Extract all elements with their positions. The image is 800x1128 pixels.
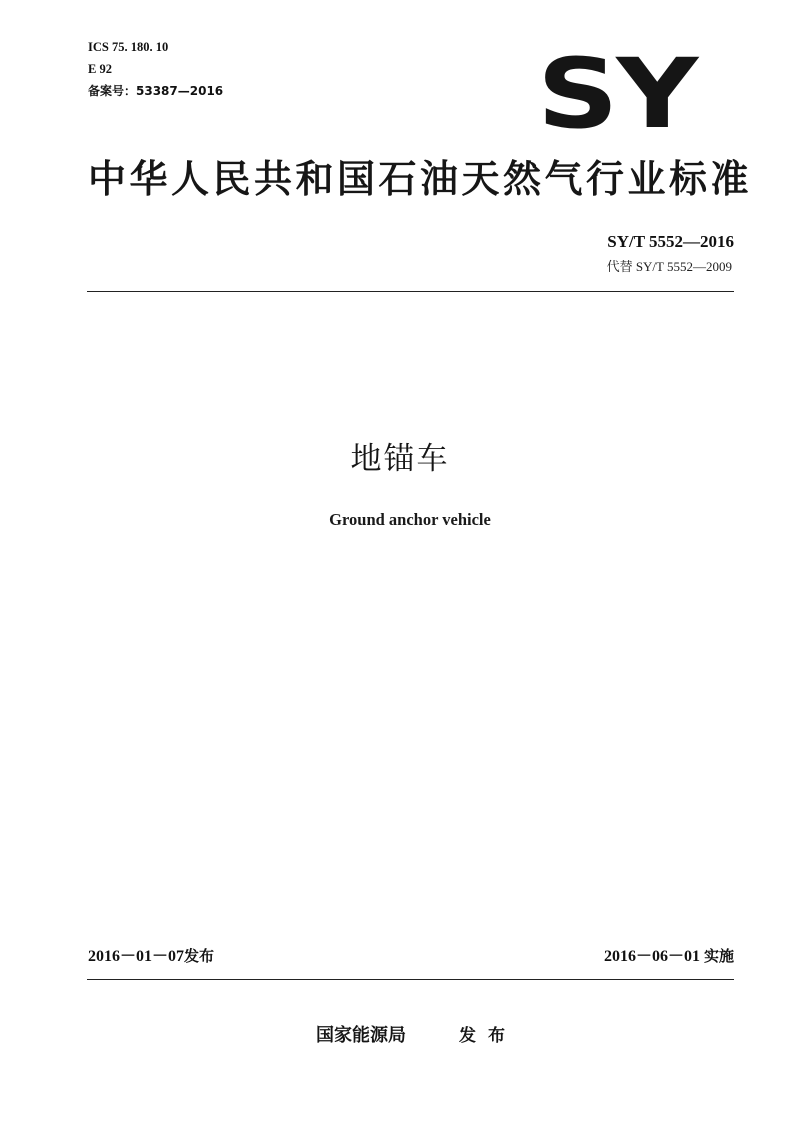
implementation-label: 实施 [703, 947, 734, 965]
issue-label: 发布 [184, 947, 215, 965]
standard-number: SY/T 5552—2016 [607, 232, 734, 251]
bottom-divider [87, 979, 734, 980]
ccs-code: E 92 [88, 62, 112, 76]
sy-logo: SY [537, 38, 696, 150]
issuing-action: 发布 [459, 1026, 517, 1046]
replaced-standard: 代替 SY/T 5552—2009 [606, 259, 732, 274]
document-title-chinese: 地锚车 [350, 441, 450, 477]
implementation-date: 2016－06－01 [603, 948, 700, 965]
record-number: 备案号：53387—2016 [88, 84, 224, 98]
issue-date: 2016－01－07 [88, 948, 185, 965]
standard-category-header: 中华人民共和国石油天然气行业标准 [88, 157, 753, 201]
top-divider [87, 291, 734, 292]
implementation-date-line [604, 945, 734, 968]
issuing-authority: 国家能源局 [316, 1025, 406, 1046]
document-title-english: Ground anchor vehicle [329, 510, 491, 529]
ics-code: ICS 75. 180. 10 [88, 40, 169, 54]
issue-date-line [88, 945, 214, 968]
